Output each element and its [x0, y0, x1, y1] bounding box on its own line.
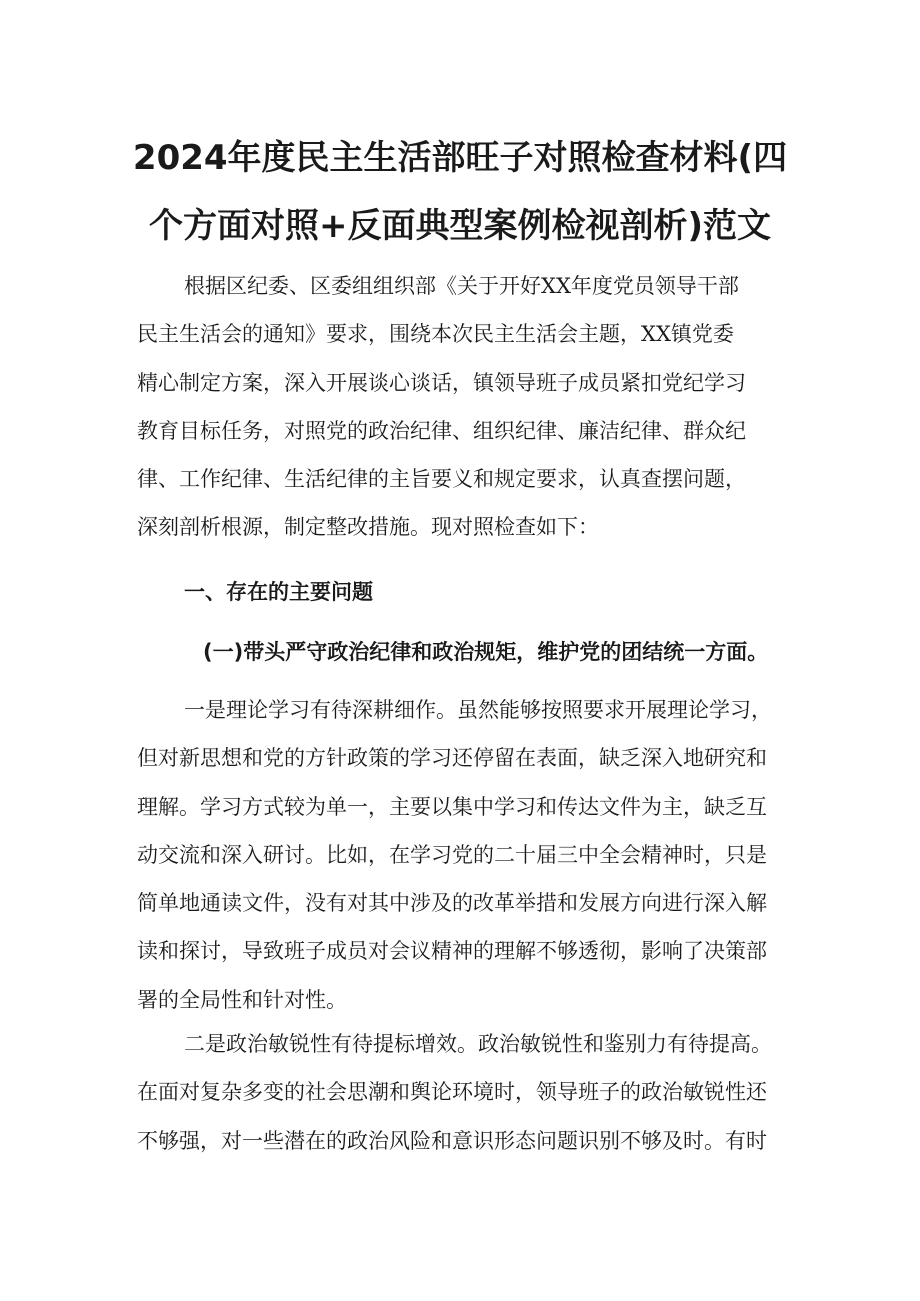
title-line-2: 个方面对照+反面典型案例检视剖析)范文 — [148, 206, 772, 246]
intro-line: 根据区纪委、区委组组织部《关于开好XX年度党员领导干部 — [184, 274, 739, 298]
intro-line: 精心制定方案，深入开展谈心谈话，镇领导班子成员紧扣党纪学习 — [137, 370, 746, 395]
body-paragraph-1 — [137, 686, 782, 1024]
title-line-1: 2024年度民主生活部旺子对照检查材料(四 — [132, 138, 788, 178]
body-line: 一是理论学习有待深耕细作。虽然能够按照要求开展理论学习， — [184, 698, 772, 722]
intro-line: 民主生活会的通知》要求，围绕本次民主生活会主题，XX镇党委 — [137, 322, 734, 347]
body-line: 不够强，对一些潜在的政治风险和意识形态问题识别不够及时。有时 — [137, 1128, 767, 1153]
body-line: 读和探讨，导致班子成员对会议精神的理解不够透彻，影响了决策部 — [137, 939, 767, 964]
body-line: 理解。学习方式较为单一，主要以集中学习和传达文件为主，缺乏互 — [137, 794, 767, 819]
intro-line: 律、工作纪律、生活纪律的主旨要义和规定要求，认真查摆问题， — [137, 467, 746, 492]
body-paragraph-2 — [137, 1020, 782, 1165]
body-line: 简单地通读文件，没有对其中涉及的改革举措和发展方向进行深入解 — [137, 891, 767, 916]
intro-line: 教育目标任务，对照党的政治纪律、组织纪律、廉洁纪律、群众纪 — [137, 418, 746, 443]
body-line: 署的全局性和针对性。 — [137, 987, 347, 1012]
body-line: 二是政治敏锐性有待提标增效。政治敏锐性和鉴别力有待提高。 — [184, 1032, 772, 1056]
body-line: 动交流和深入研讨。比如，在学习党的二十届三中全会精神时，只是 — [137, 842, 767, 867]
body-line: 在面对复杂多变的社会思潮和舆论环境时，领导班子的政治敏锐性还 — [137, 1080, 767, 1105]
intro-line: 深刻剖析根源，制定整改措施。现对照检查如下： — [137, 515, 599, 540]
document-title — [130, 124, 790, 260]
section-heading: 一、存在的主要问题 — [184, 580, 373, 604]
body-line: 但对新思想和党的方针政策的学习还停留在表面，缺乏深入地研究和 — [137, 746, 767, 771]
subsection-heading: (一)带头严守政治纪律和政治规矩，维护党的团结统一方面。 — [203, 640, 769, 664]
intro-paragraph — [137, 262, 782, 552]
